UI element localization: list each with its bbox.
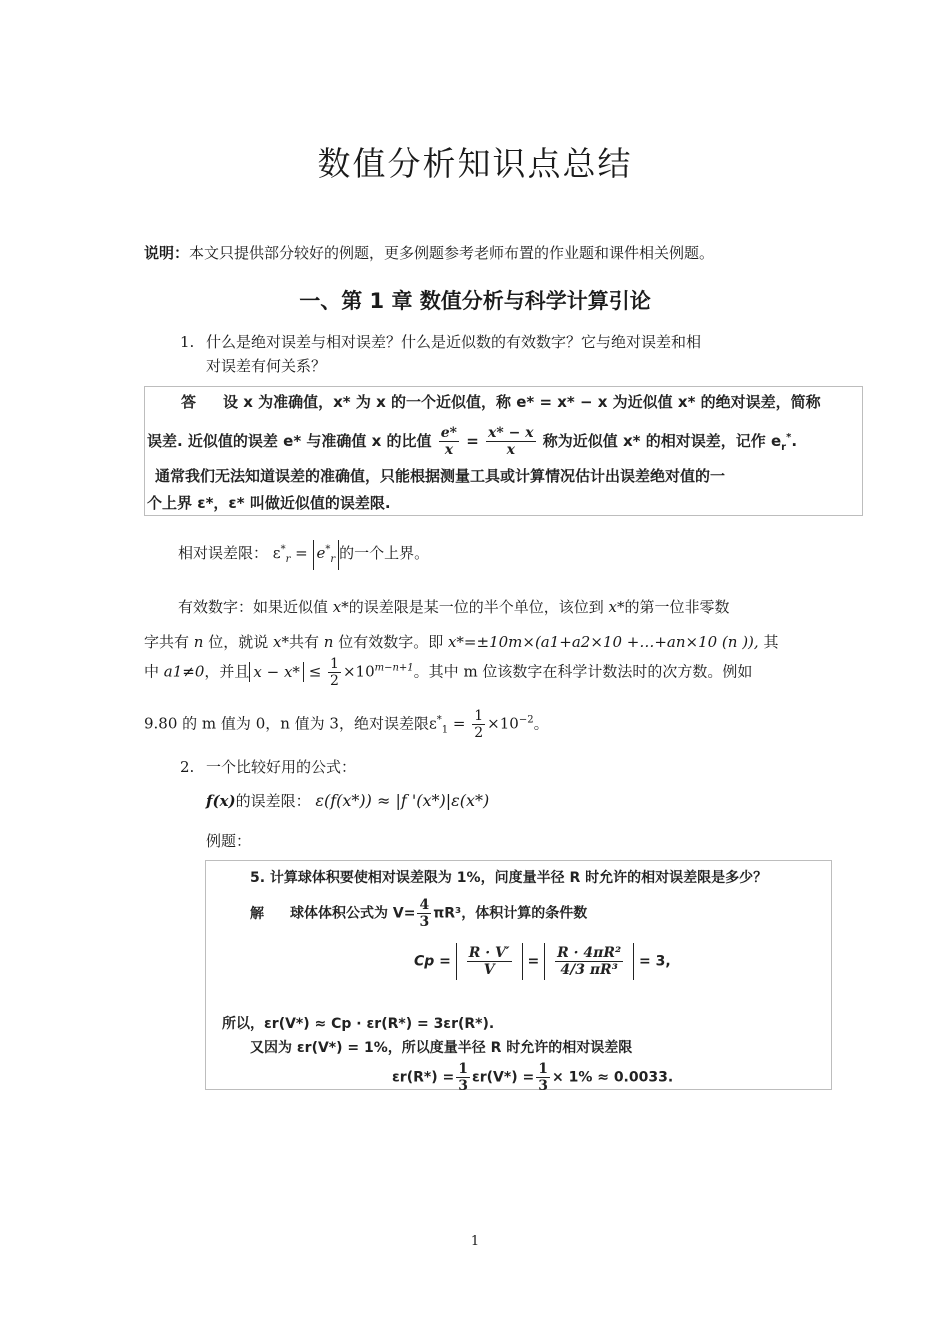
note [144, 242, 714, 263]
note-label: 说明： [144, 244, 190, 262]
question-number: 1. [180, 333, 195, 351]
half-fraction: $\frac{1}{2}$ [330, 656, 339, 689]
example-box [205, 860, 832, 1094]
answer-line: 通常我们无法知道误差的准确值，只能根据测量工具或计算情况估计出误差绝对值的一 [155, 467, 726, 485]
rel-limit-suffix: 的一个上界。 [339, 544, 430, 562]
example-label: 例题： [206, 832, 252, 850]
error-formula-line: f(x)的误差限： ε(f(x*)) ≈ |f '(x*)|ε(x*) [206, 791, 490, 810]
question-2: 2. 一个比较好用的公式： [180, 758, 357, 776]
sig-digits-line-2: 字共有 n 位，就说 x*共有 n 位有效数字。即 x*=±10m×(a1+a2×10 +…+an×10 (n )), 其 [144, 633, 779, 651]
error-ratio-fraction: $\frac{e*}{x}$ [440, 425, 457, 458]
equals-sign: = [466, 432, 479, 450]
sig-digits-line-4: 9.80 的 m 值为 0，n 值为 3，绝对误差限$\varepsilon^*_1$ = $\frac{1}{2}$ $\times 10^{-2}$。 [144, 708, 549, 741]
sig-digits-line-1: 有效数字：如果近似值 x*的误差限是某一位的半个单位，该位到 x*的第一位非零数 [178, 598, 730, 616]
half-fraction: $\frac{1}{2}$ [474, 708, 484, 741]
epsilon-symbol: ε [272, 544, 281, 562]
answer-line: 设 x 为准确值，x* 为 x 的一个近似值，称 e* = x* − x 为近似值 x* 的绝对误差，简称 [223, 393, 821, 411]
answer-line: 误差. 近似值的误差 e* 与准确值 x 的比值 [147, 432, 432, 450]
question-line: 对误差有何关系？ [206, 357, 327, 375]
question-number: 2. [180, 758, 195, 776]
example-question: 5. 计算球体积要使相对误差限为 1%，问度量半径 R 时允许的相对误差限是多少？ [250, 870, 768, 886]
abs-error-term: $e^*_r$ [313, 540, 340, 570]
relative-error-fraction: $\frac{x* - x}{x}$ [488, 425, 534, 458]
document-title: 数值分析知识点总结 [317, 144, 633, 183]
sig-digits-formula: x*=±10m×(a1+a2×10 +…+an×10 (n )), [447, 633, 759, 651]
chapter-heading: 一、第 1 章 数值分析与科学计算引论 [299, 289, 651, 313]
answer-label: 答 [181, 393, 197, 411]
sig-digits-line-3: 中 a1≠0，并且 x − x* ≤ $\frac{1}{2}$ $\times 10^{m-n+1}$。其中 m 位该数字在科学计数法时的次方数。例如 [144, 656, 753, 689]
condition-number-formula: Cp = $\frac{R \cdot V'}{V}$ = $\frac{\text{R · 4πR²}}{\text{4/3 πR³}}$ = 3, [414, 945, 671, 978]
fx-label: f(x) [206, 792, 236, 810]
answer-box: 答 设 x 为准确值，x* 为 x 的一个近似值，称 e* = x* − x 为近似值 x* 的绝对误差，简称 误差. 近似值的误差 e* 与准确值 x 的比值 $\frac{e*}{x}$ = $\frac{x* - x}{x}$ 称为近似值 x* 的相对误差，记作 $e_r^*$. 通常我们无法知道误差的准确值，只能根据测量工具或计算情况估计出误差绝对值的一 个上界 ε*，ε* 叫做近似值的误差限. [144, 386, 863, 516]
example-result-formula: εr(R*) = $\frac{1}{3}$ εr(V*) = $\frac{1}{3}$ × 1% ≈ 0.0033. [392, 1061, 674, 1094]
error-propagation-formula: ε(f(x*)) ≈ |f '(x*)|ε(x*) [315, 791, 490, 810]
page-number: 1 [470, 1234, 480, 1249]
answer-line: 称为近似值 x* 的相对误差，记作 e [542, 432, 782, 450]
example-solution-line: 解 球体体积公式为 V= $\frac{4}{3}$ πR³，体积计算的条件数 [250, 897, 588, 930]
question-1 [180, 330, 820, 378]
relative-error-limit: 相对误差限： $\varepsilon^*_r = e^*_r$ 的一个上界。 [178, 540, 429, 570]
rel-limit-label: 相对误差限： [178, 544, 269, 562]
example-solution-line: 所以，εr(V*) ≈ Cp · εr(R*) = 3εr(R*). [222, 1016, 495, 1032]
note-text: 本文只提供部分较好的例题，更多例题参考老师布置的作业题和课件相关例题。 [189, 244, 715, 262]
question-line: 什么是绝对误差与相对误差？什么是近似数的有效数字？它与绝对误差和相 [206, 333, 702, 351]
answer-line: 个上界 ε*，ε* 叫做近似值的误差限. [147, 494, 391, 512]
example-solution-line: 又因为 εr(V*) = 1%，所以度量半径 R 时允许的相对误差限 [250, 1040, 633, 1056]
abs-diff-term: x − x* [249, 662, 304, 682]
